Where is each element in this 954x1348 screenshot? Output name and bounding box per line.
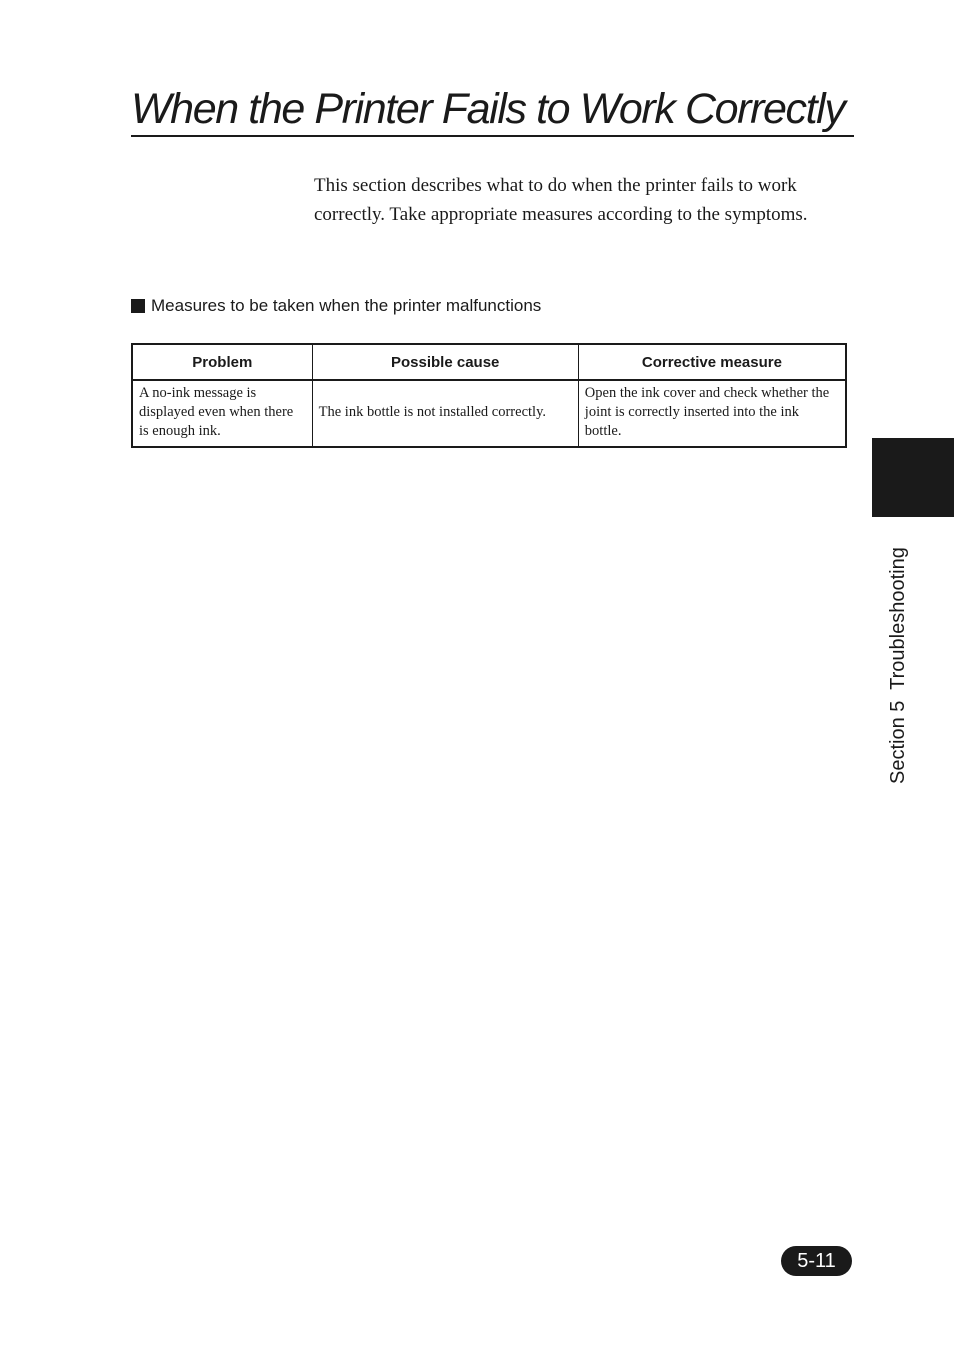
section-heading-label: Measures to be taken when the printer malfunctions [151,296,542,315]
header-corrective-measure: Corrective measure [578,344,846,380]
table-header-row [132,344,846,380]
cell-problem: A no-ink message is displayed even when there is enough ink. [132,380,312,447]
cell-possible-cause: The ink bottle is not installed correctly. [312,380,578,447]
cell-corrective-measure: Open the ink cover and check whether the joint is correctly inserted into the ink bottle. [578,380,846,447]
page-number-badge: 5-11 [781,1246,852,1276]
section-heading [131,295,541,317]
black-square-icon [131,299,145,313]
intro-paragraph: This section describes what to do when the printer fails to work correctly. Take appropriate measures according to the symptoms. [314,175,808,225]
header-problem: Problem [132,344,312,380]
troubleshooting-table [131,343,847,448]
section-tab-marker [872,438,954,517]
page-title: When the Printer Fails to Work Correctly [131,84,854,137]
header-possible-cause: Possible cause [312,344,578,380]
table-row [132,380,846,447]
section-tab-label: Section 5 Troubleshooting [887,547,909,784]
